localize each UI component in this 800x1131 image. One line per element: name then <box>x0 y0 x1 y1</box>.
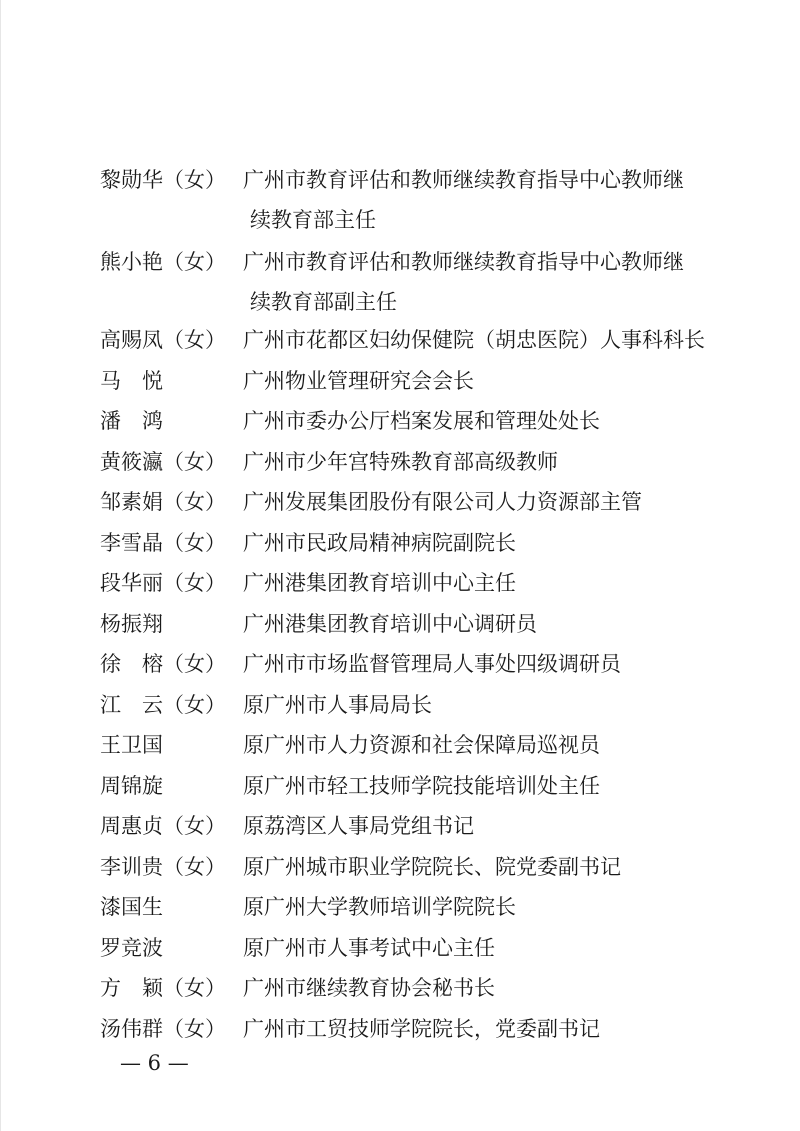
list-item <box>0 725 800 765</box>
person-name: 王卫国 <box>100 733 163 757</box>
person-title: 广州市继续教育协会秘书长 <box>243 976 495 1000</box>
person-name: 黎勋华（女） <box>100 168 226 192</box>
person-title: 原广州市人力资源和社会保障局巡视员 <box>243 733 600 757</box>
person-title: 原广州市轻工技师学院技能培训处主任 <box>243 774 600 798</box>
list-item <box>0 644 800 684</box>
person-title: 广州港集团教育培训中心调研员 <box>243 612 537 636</box>
person-name: 汤伟群（女） <box>100 1017 226 1041</box>
person-title: 广州市委办公厅档案发展和管理处处长 <box>243 409 600 433</box>
person-name: 邹素娟（女） <box>100 490 226 514</box>
list-item <box>0 685 800 725</box>
list-item <box>0 968 800 1008</box>
person-title: 广州市教育评估和教师继续教育指导中心教师继 <box>243 250 684 274</box>
list-item <box>0 361 800 401</box>
person-name: 方 颖（女） <box>100 976 226 1000</box>
list-item <box>0 320 800 360</box>
list-item <box>0 604 800 644</box>
person-name: 李雪晶（女） <box>100 531 226 555</box>
person-name: 段华丽（女） <box>100 571 226 595</box>
list-item <box>0 523 800 563</box>
person-name: 潘 鸿 <box>100 409 163 433</box>
person-name: 徐 榕（女） <box>100 652 226 676</box>
person-title: 广州市少年宫特殊教育部高级教师 <box>243 450 558 474</box>
person-title: 广州市教育评估和教师继续教育指导中心教师继 <box>243 168 684 192</box>
person-name: 杨振翔 <box>100 612 163 636</box>
list-item <box>0 160 800 232</box>
person-title: 原广州市人事局局长 <box>243 693 432 717</box>
person-name: 熊小艳（女） <box>100 250 226 274</box>
person-name: 周锦旋 <box>100 774 163 798</box>
list-item <box>0 928 800 968</box>
person-name: 罗竞波 <box>100 936 163 960</box>
list-item <box>0 887 800 927</box>
person-title-continued: 续教育部副主任 <box>250 290 397 314</box>
person-title: 原广州大学教师培训学院院长 <box>243 895 516 919</box>
person-title: 广州物业管理研究会会长 <box>243 369 474 393</box>
person-title: 广州市工贸技师学院院长，党委副书记 <box>243 1017 600 1041</box>
person-name: 马 悦 <box>100 369 163 393</box>
list-item <box>0 482 800 522</box>
person-title-continued: 续教育部主任 <box>250 208 376 232</box>
person-title: 原广州城市职业学院院长、院党委副书记 <box>243 855 621 879</box>
person-title: 广州发展集团股份有限公司人力资源部主管 <box>243 490 642 514</box>
list-item <box>0 563 800 603</box>
person-title: 广州市市场监督管理局人事处四级调研员 <box>243 652 621 676</box>
person-name: 黄筱瀛（女） <box>100 450 226 474</box>
person-title: 广州市民政局精神病院副院长 <box>243 531 516 555</box>
person-title: 原广州市人事考试中心主任 <box>243 936 495 960</box>
person-name: 李训贵（女） <box>100 855 226 879</box>
page-number: — 6 — <box>120 1051 189 1075</box>
person-title: 广州市花都区妇幼保健院（胡忠医院）人事科科长 <box>243 328 705 352</box>
person-title: 广州港集团教育培训中心主任 <box>243 571 516 595</box>
list-item <box>0 806 800 846</box>
list-item <box>0 242 800 314</box>
person-name: 高赐凤（女） <box>100 328 226 352</box>
list-item <box>0 1009 800 1049</box>
person-title: 原荔湾区人事局党组书记 <box>243 814 474 838</box>
person-name: 江 云（女） <box>100 693 226 717</box>
list-item <box>0 401 800 441</box>
list-item <box>0 847 800 887</box>
list-item <box>0 442 800 482</box>
person-name: 周惠贞（女） <box>100 814 226 838</box>
list-item <box>0 766 800 806</box>
person-name: 漆国生 <box>100 895 163 919</box>
